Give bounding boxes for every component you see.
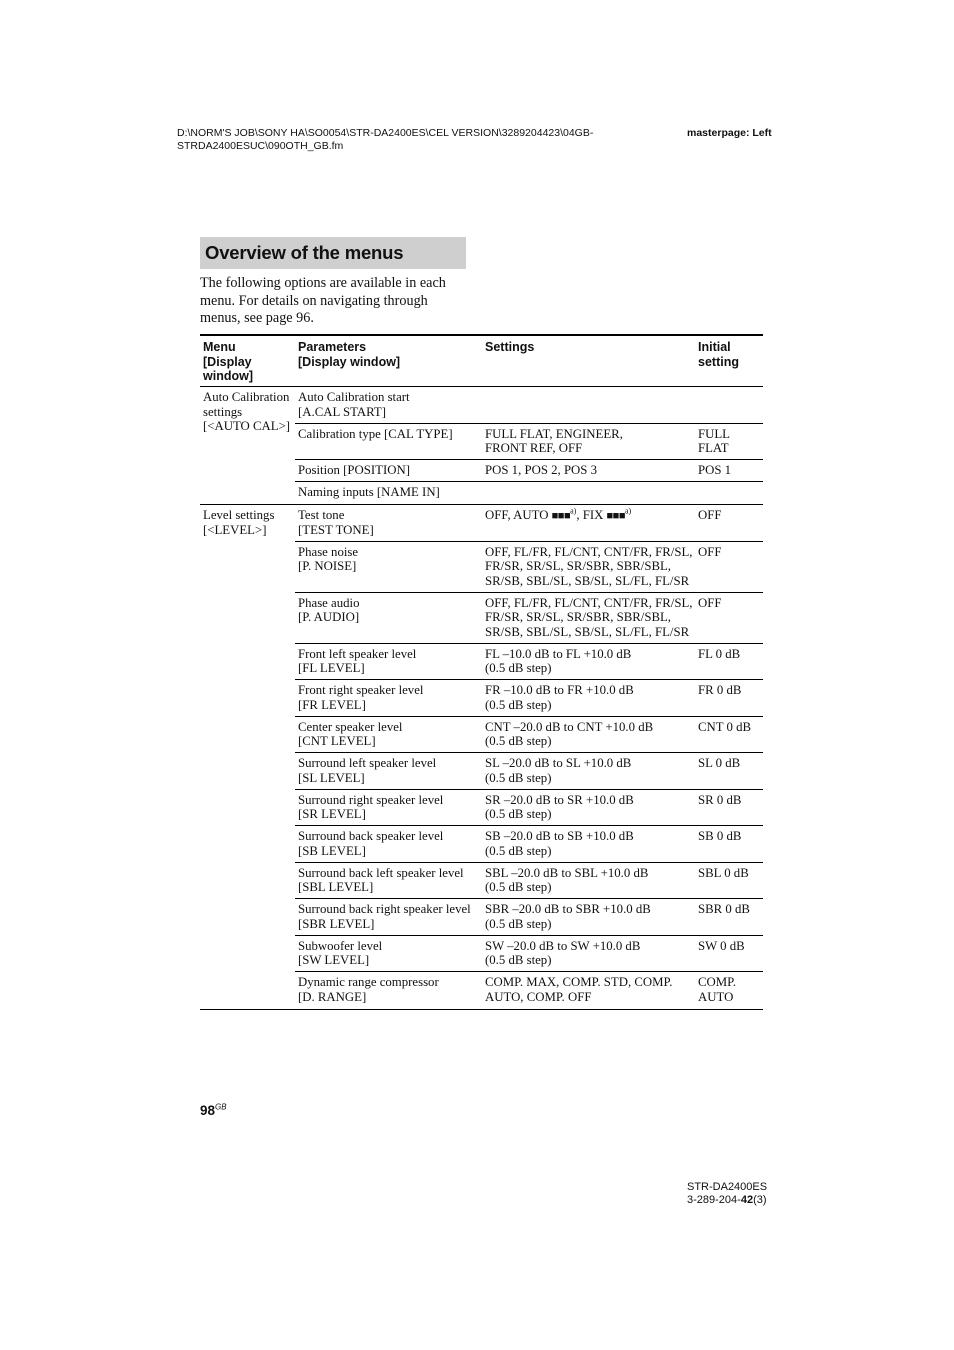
table-row	[295, 505, 763, 542]
initial-cell: FULL FLAT	[698, 426, 730, 455]
initial-cell	[695, 387, 763, 423]
initial-cell: SBR 0 dB	[698, 902, 750, 916]
document-code-prefix: 3-289-204-	[687, 1193, 741, 1206]
level-group	[200, 505, 763, 1009]
menu-auto-cal: Auto Calibration settings [<AUTO CAL>]	[203, 390, 291, 433]
param-cell: Surround back right speaker level [SBR LEVEL]	[298, 902, 471, 931]
initial-cell	[695, 482, 763, 504]
settings-cell: OFF, FL/FR, FL/CNT, CNT/FR, FR/SL, FR/SR, SR/SL, SR/SBR, SBR/SBL, SR/SB, SBL/SL, SB/SL, SL/FL, FL/SR	[485, 595, 693, 639]
initial-cell: OFF	[698, 595, 722, 610]
intro-paragraph: The following options are available in each menu. For details on navigating through menus, see page 96.	[200, 275, 446, 326]
placeholder-squares: ■■■	[551, 510, 571, 522]
initial-cell: SBL 0 dB	[698, 865, 749, 880]
table-row	[295, 424, 763, 461]
initial-cell: SR 0 dB	[698, 792, 742, 807]
settings-cell: CNT –20.0 dB to CNT +10.0 dB (0.5 dB step)	[485, 719, 654, 748]
param-cell: Front left speaker level [FL LEVEL]	[298, 646, 417, 675]
settings-cell: POS 1, POS 2, POS 3	[485, 463, 598, 477]
param-cell: Surround left speaker level [SL LEVEL]	[298, 756, 437, 785]
table-row	[295, 936, 763, 973]
settings-text: OFF, AUTO	[485, 508, 552, 522]
initial-cell: SW 0 dB	[698, 938, 745, 953]
table-row	[295, 717, 763, 754]
table-row	[295, 542, 763, 593]
header-menu: Menu [Display window]	[203, 340, 253, 383]
initial-cell: FR 0 dB	[698, 683, 742, 697]
menu-overview-table	[200, 334, 763, 1010]
initial-cell: OFF	[698, 508, 722, 522]
page-number-suffix: GB	[215, 1102, 227, 1112]
table-row	[295, 826, 763, 863]
footnote-marker: a)	[624, 506, 632, 516]
initial-cell: FL 0 dB	[698, 646, 741, 661]
table-row	[295, 790, 763, 827]
param-cell: Surround right speaker level [SR LEVEL]	[298, 792, 444, 821]
file-path-line-1: D:\NORM'S JOB\SONY HA\SO0054\STR-DA2400ES\CEL VERSION\3289204423\04GB-	[177, 127, 594, 139]
settings-cell: SR –20.0 dB to SR +10.0 dB (0.5 dB step)	[485, 792, 634, 821]
footnote-marker: a)	[570, 506, 577, 516]
placeholder-squares: ■■■	[606, 510, 625, 522]
initial-cell: POS 1	[698, 463, 732, 477]
document-code-suffix: (3)	[753, 1193, 767, 1206]
settings-cell: FR –10.0 dB to FR +10.0 dB (0.5 dB step)	[485, 683, 634, 712]
settings-cell: COMP. MAX, COMP. STD, COMP. AUTO, COMP. OFF	[485, 975, 673, 1004]
document-code-bold: 42	[740, 1193, 754, 1206]
table-row	[295, 863, 763, 900]
section-title: Overview of the menus	[205, 242, 404, 263]
header-parameters: Parameters [Display window]	[298, 340, 401, 369]
initial-cell: SB 0 dB	[698, 829, 742, 843]
auto-cal-group	[200, 387, 763, 505]
menu-level: Level settings [<LEVEL>]	[203, 508, 275, 537]
file-path-header	[177, 127, 647, 152]
settings-cell: SW –20.0 dB to SW +10.0 dB (0.5 dB step)	[485, 938, 641, 967]
table-row	[295, 972, 763, 1009]
settings-cell: SBR –20.0 dB to SBR +10.0 dB (0.5 dB step)	[485, 902, 651, 931]
settings-cell	[482, 387, 695, 423]
settings-cell: FL –10.0 dB to FL +10.0 dB (0.5 dB step)	[485, 646, 632, 675]
initial-cell: COMP. AUTO	[698, 975, 737, 1004]
param-cell: Surround back speaker level [SB LEVEL]	[298, 829, 444, 858]
param-cell: Test tone [TEST TONE]	[298, 508, 374, 537]
param-cell: Dynamic range compressor [D. RANGE]	[298, 975, 439, 1004]
header-initial-setting: Initial setting	[698, 340, 739, 369]
table-row	[295, 482, 763, 504]
param-cell: Phase noise [P. NOISE]	[298, 544, 359, 573]
initial-cell: SL 0 dB	[698, 756, 741, 770]
table-row	[295, 680, 763, 717]
initial-cell: CNT 0 dB	[698, 719, 752, 734]
param-cell: Surround back left speaker level [SBL LEVEL]	[298, 865, 464, 894]
settings-cell: FULL FLAT, ENGINEER, FRONT REF, OFF	[485, 426, 623, 455]
settings-cell: SBL –20.0 dB to SBL +10.0 dB (0.5 dB step)	[485, 865, 649, 894]
page-number	[200, 1103, 227, 1118]
param-cell: Naming inputs [NAME IN]	[298, 485, 440, 499]
param-cell: Phase audio [P. AUDIO]	[298, 595, 360, 624]
header-settings: Settings	[485, 340, 535, 354]
settings-cell	[482, 482, 695, 504]
initial-cell: OFF	[698, 544, 722, 559]
table-row	[295, 593, 763, 644]
table-row	[295, 387, 763, 424]
param-cell: Position [POSITION]	[298, 463, 410, 477]
settings-cell: OFF, FL/FR, FL/CNT, CNT/FR, FR/SL, FR/SR, SR/SL, SR/SBR, SBR/SBL, SR/SB, SBL/SL, SB/SL, SL/FL, FL/SR	[485, 544, 693, 588]
settings-cell	[482, 505, 695, 541]
settings-cell: SB –20.0 dB to SB +10.0 dB (0.5 dB step)	[485, 829, 634, 858]
document-code	[687, 1194, 767, 1207]
table-header-row	[200, 336, 763, 387]
table-row	[295, 644, 763, 681]
settings-cell: SL –20.0 dB to SL +10.0 dB (0.5 dB step)	[485, 756, 632, 785]
param-cell: Center speaker level [CNT LEVEL]	[298, 719, 403, 748]
file-path-line-2: STRDA2400ESUC\090OTH_GB.fm	[177, 139, 344, 152]
table-row	[295, 899, 763, 936]
param-cell: Front right speaker level [FR LEVEL]	[298, 683, 424, 712]
param-cell: Auto Calibration start [A.CAL START]	[298, 390, 410, 419]
model-footer	[687, 1181, 767, 1206]
settings-text: , FIX	[576, 508, 607, 522]
table-row	[295, 460, 763, 482]
page-number-value: 98	[200, 1103, 216, 1118]
model-name: STR-DA2400ES	[687, 1181, 768, 1193]
table-row	[295, 753, 763, 790]
param-cell: Subwoofer level [SW LEVEL]	[298, 938, 383, 967]
param-cell: Calibration type [CAL TYPE]	[298, 426, 453, 441]
masterpage-label: masterpage: Left	[687, 127, 772, 139]
section-title-box	[200, 237, 466, 269]
